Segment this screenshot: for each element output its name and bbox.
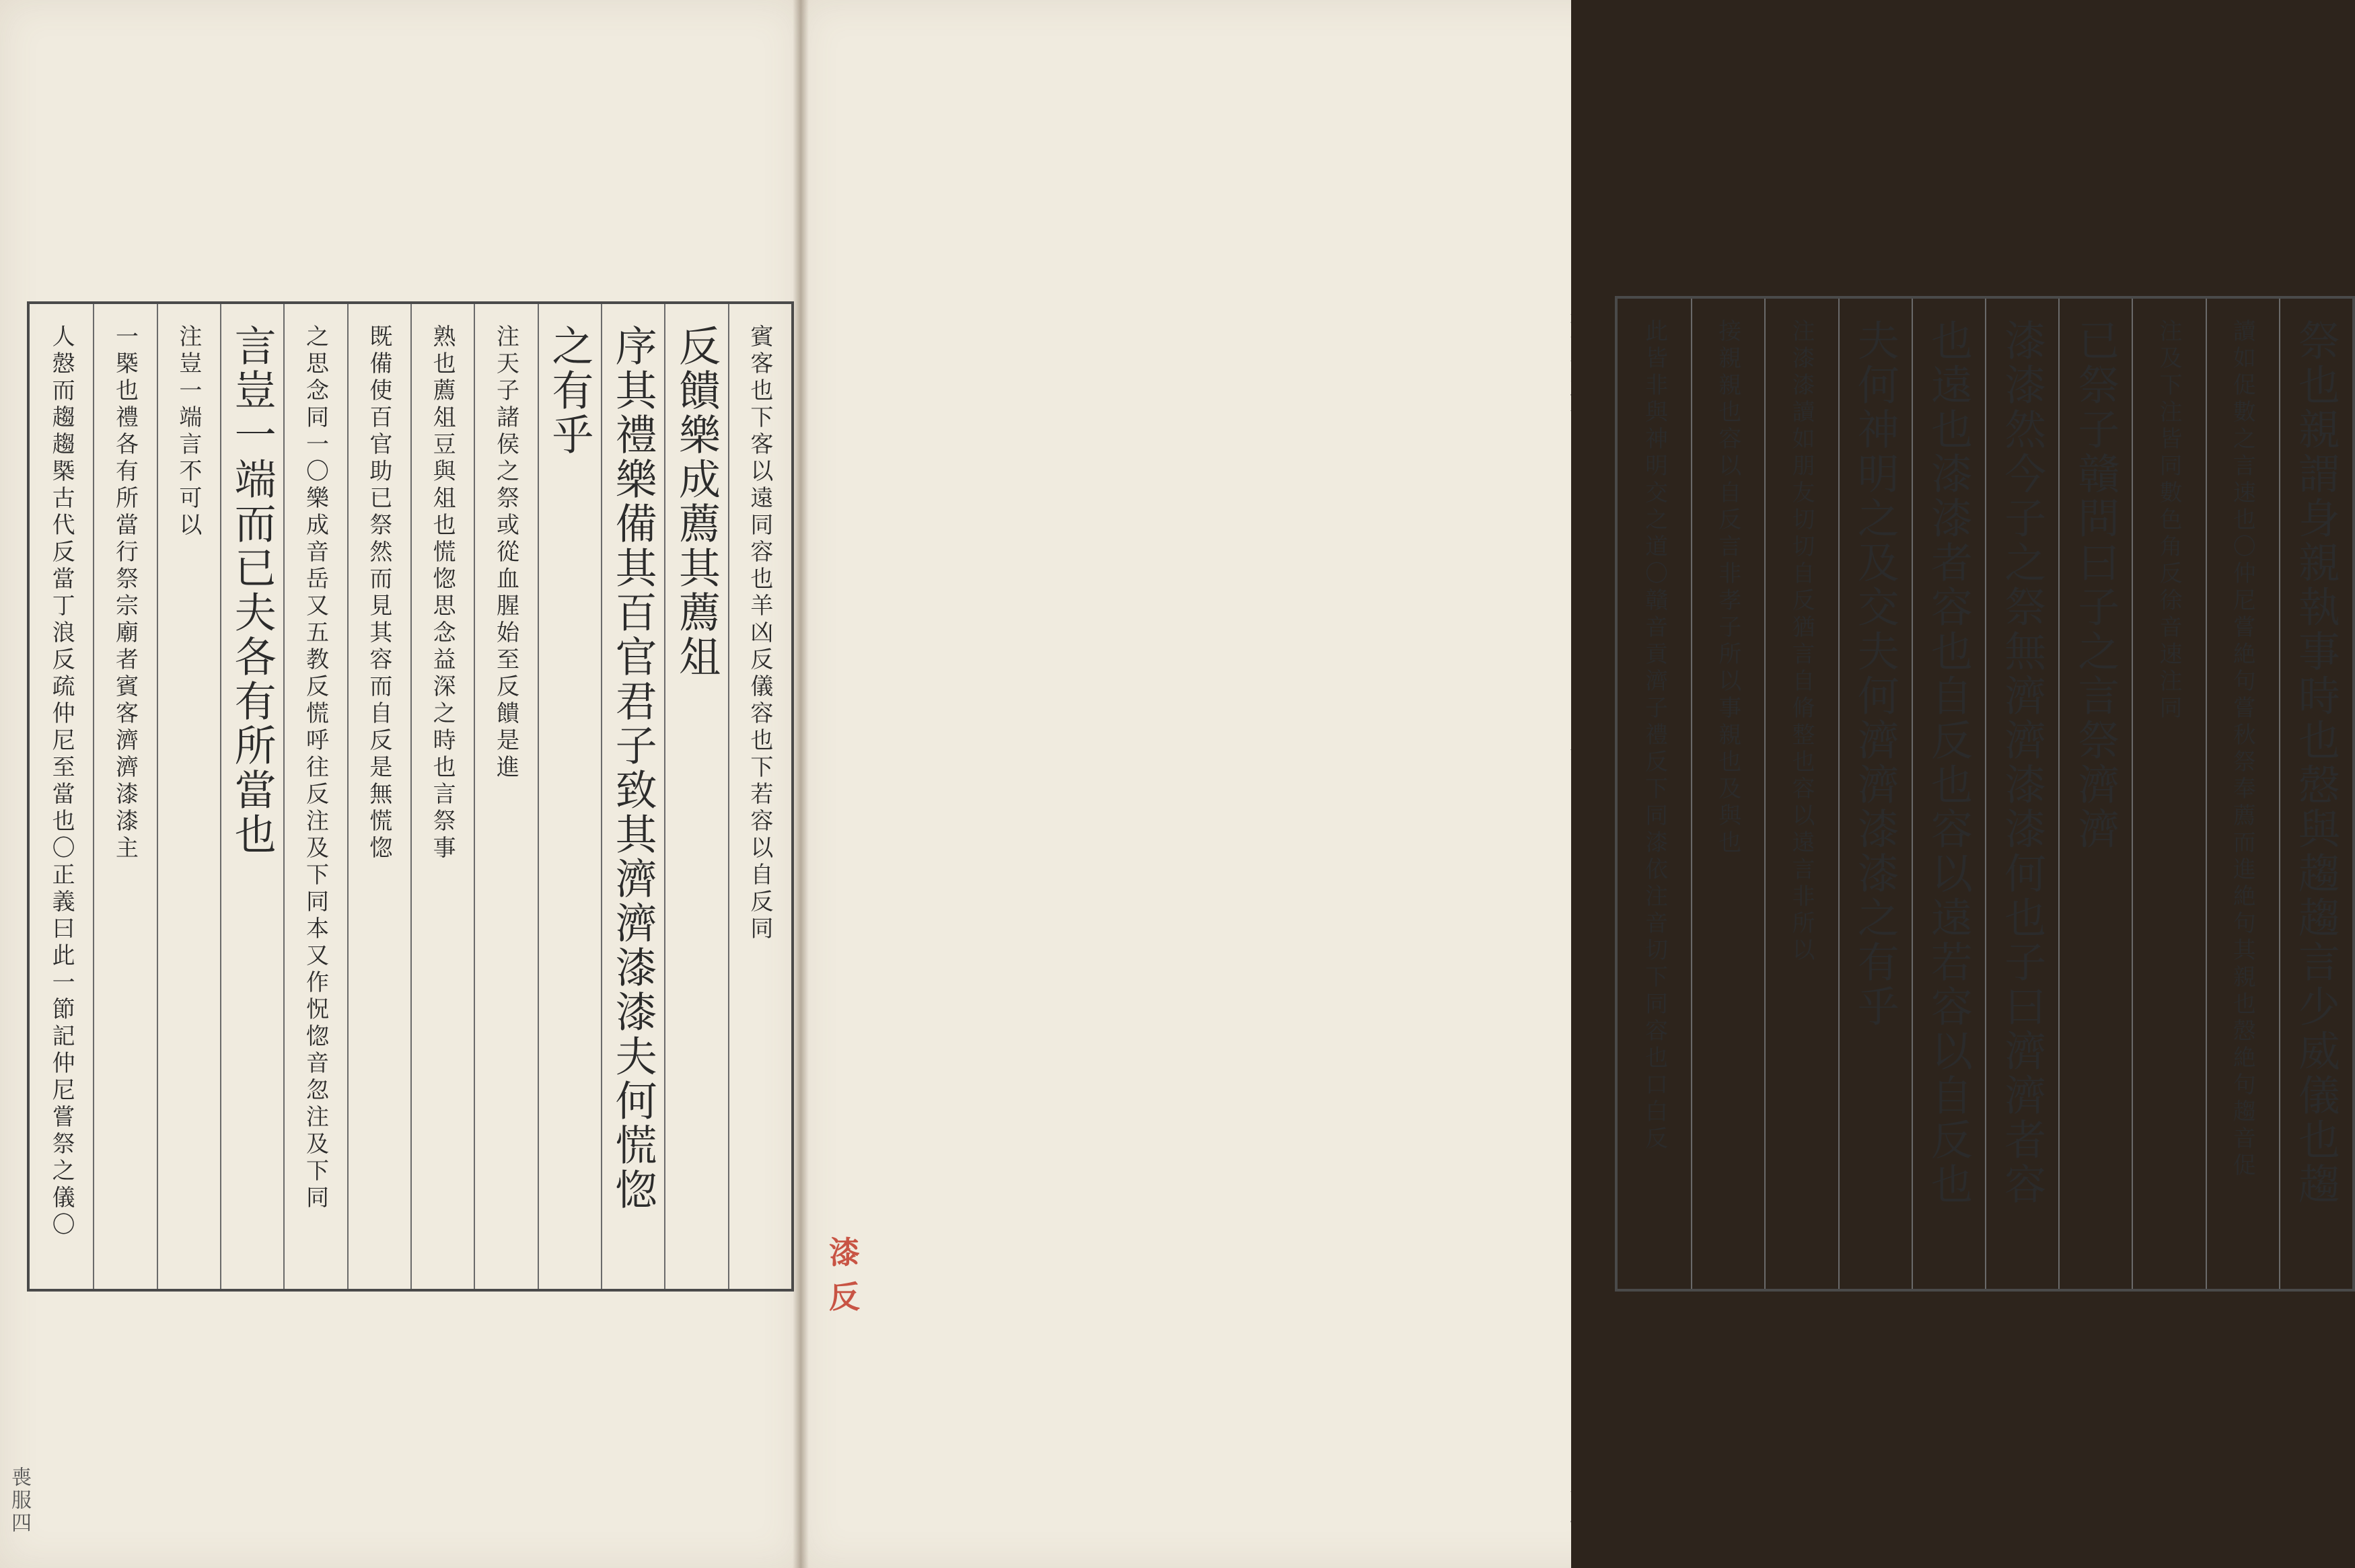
column-rule bbox=[2132, 299, 2133, 1289]
left-text-column: 之有乎 bbox=[544, 324, 594, 457]
left-text-column: 一槩也禮各有所當行祭宗廟者賓客濟濟漆漆主 bbox=[111, 324, 139, 862]
right-text-column: 已祭子贛問曰子之言祭濟濟 bbox=[2070, 319, 2120, 852]
column-rule bbox=[220, 304, 221, 1289]
right-text-column: 注及下注皆同數色角反徐音速注同 bbox=[2155, 319, 2182, 722]
left-page-frame bbox=[27, 301, 794, 1292]
column-rule bbox=[538, 304, 539, 1289]
left-text-column: 序其禮樂備其百官君子致其濟濟漆漆夫何慌惚 bbox=[608, 324, 658, 1212]
column-rule bbox=[283, 304, 285, 1289]
column-rule bbox=[2279, 299, 2280, 1289]
column-rule bbox=[157, 304, 158, 1289]
right-text-column: 也遠也漆漆者容也自反也容以遠若容以自反也 bbox=[1924, 319, 1973, 1207]
column-rule bbox=[410, 304, 412, 1289]
red-seal-stamp: 漆反 bbox=[829, 1234, 860, 1315]
left-margin-footer: 喪服四 bbox=[7, 1466, 31, 1535]
column-rule bbox=[1985, 299, 1986, 1289]
left-text-column: 人慤而趨趨槩古代反當丁浪反疏仲尼至當也〇正義曰此一節記仲尼嘗祭之儀〇 bbox=[48, 324, 75, 1239]
left-text-column: 既備使百官助已祭然而見其容而自反是無慌惚 bbox=[365, 324, 392, 862]
right-text-column: 接親親也容以自反言非孝子所以事親也及與也 bbox=[1714, 319, 1741, 857]
column-rule bbox=[1764, 299, 1766, 1289]
column-rule bbox=[601, 304, 602, 1289]
column-rule bbox=[1838, 299, 1840, 1289]
left-page bbox=[0, 0, 801, 1568]
column-rule bbox=[474, 304, 475, 1289]
left-text-column: 言豈一端而已夫各有所當也 bbox=[227, 324, 277, 857]
left-text-column: 注天子諸侯之祭或從血腥始至反饋是進 bbox=[492, 324, 519, 782]
column-rule bbox=[1912, 299, 1913, 1289]
column-rule bbox=[664, 304, 665, 1289]
right-text-column: 漆漆然今子之祭無濟濟漆漆何也子曰濟濟者容 bbox=[1997, 319, 2047, 1207]
column-rule bbox=[93, 304, 94, 1289]
right-text-column: 讀如促數之言速也〇仲尼嘗絶句嘗秋祭奉薦而進絶句其親也慤絶句趨音促 bbox=[2229, 319, 2256, 1180]
column-rule bbox=[728, 304, 729, 1289]
right-text-column: 祭也親謂身親執事時也慤與趨趨言少威儀也趨 bbox=[2291, 319, 2341, 1207]
column-rule bbox=[1691, 299, 1692, 1289]
right-text-column: 注漆漆讀如朋友切切自反猶言自脩整也容以遠言非所以 bbox=[1788, 319, 1815, 965]
left-text-column: 反饋樂成薦其薦俎 bbox=[672, 324, 721, 679]
left-text-column: 之思念同一〇樂成音岳又五教反慌呼往反注及下同本又作怳惚音忽注及下同 bbox=[301, 324, 329, 1212]
left-text-column: 注豈一端言不可以 bbox=[174, 324, 202, 539]
left-text-column: 賓客也下客以遠同容也羊凶反儀容也下若容以自反同 bbox=[746, 324, 773, 943]
left-text-column: 熟也薦俎豆與俎也慌惚思念益深之時也言祭事 bbox=[429, 324, 456, 862]
right-page-frame bbox=[1615, 296, 2355, 1292]
book-gutter bbox=[793, 0, 809, 1568]
right-text-column: 此皆非與神明交之道〇贛音貢濟子禮反下同漆依注音切下同容也口白反 bbox=[1640, 319, 1668, 1153]
right-page bbox=[801, 0, 2341, 1568]
column-rule bbox=[2058, 299, 2060, 1289]
right-text-column: 夫何神明之及交夫何濟濟漆漆之有乎 bbox=[1850, 319, 1900, 1029]
column-rule bbox=[2206, 299, 2207, 1289]
page-edge bbox=[1571, 0, 1615, 1568]
column-rule bbox=[347, 304, 349, 1289]
